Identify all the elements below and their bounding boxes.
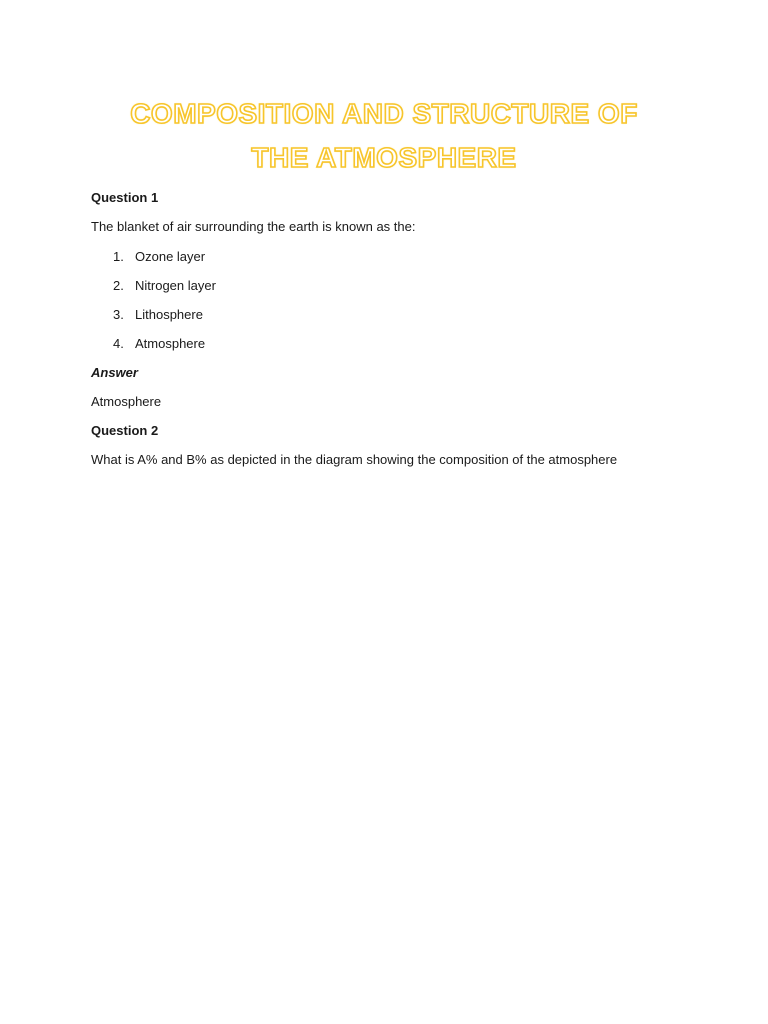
option-item (113, 278, 216, 294)
question-2-prompt: What is A% and B% as depicted in the diagram showing the composition of the atmosphere (91, 452, 618, 467)
question-1-prompt: The blanket of air surrounding the earth is known as the: (91, 219, 416, 234)
option-text: Ozone layer (135, 249, 206, 264)
option-item (113, 307, 203, 323)
title-line-2: THE ATMOSPHERE (251, 142, 517, 173)
option-text: Atmosphere (135, 336, 206, 351)
question-1-heading: Question 1 (91, 190, 159, 205)
answer-text: Atmosphere (91, 394, 162, 409)
option-item (113, 336, 205, 352)
title-line-1: COMPOSITION AND STRUCTURE OF (130, 98, 638, 129)
option-number: 4. (113, 336, 124, 351)
option-number: 2. (113, 278, 124, 293)
question-2-heading: Question 2 (91, 423, 159, 438)
option-item (113, 249, 205, 265)
answer-label: Answer (91, 365, 138, 380)
document-title (0, 92, 768, 180)
option-number: 1. (113, 249, 124, 264)
option-number: 3. (113, 307, 124, 322)
option-text: Nitrogen layer (135, 278, 216, 293)
option-text: Lithosphere (135, 307, 203, 322)
